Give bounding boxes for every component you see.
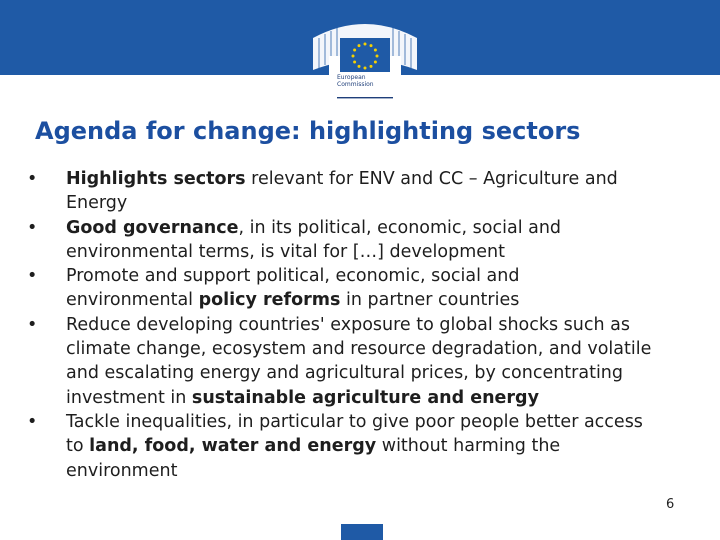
bullet-line: [66, 434, 720, 458]
body-text: in partner countries: [340, 290, 520, 311]
bullet-line: [66, 410, 720, 434]
body-text: environmental: [66, 290, 199, 311]
bullet-line: [66, 216, 720, 240]
bullet-line: [66, 191, 720, 215]
bullet-dot-icon: •: [27, 169, 38, 189]
bullet-item: [27, 216, 720, 265]
bullet-line: [66, 288, 720, 312]
body-text: Reduce developing countries' exposure to global shocks such as: [66, 314, 630, 335]
slide-title: Agenda for change: highlighting sectors: [35, 117, 581, 145]
body-text: climate change, ecosystem and resource degradation, and volatile: [66, 339, 652, 360]
body-text: , in its political, economic, social and: [238, 217, 562, 238]
emphasis-text: sustainable agriculture and energy: [191, 387, 539, 408]
bullet-line: [66, 167, 720, 191]
bullet-dot-icon: •: [27, 314, 38, 335]
bullet-line: [66, 240, 720, 264]
bullet-dot-icon: •: [27, 266, 38, 287]
body-text: and escalating energy and agricultural prices, by concentrating: [66, 363, 624, 384]
logo-text-line2: Commission: [337, 81, 374, 88]
logo-wordmark: [337, 74, 374, 88]
bullet-item: [27, 264, 720, 313]
emphasis-text: Good governance: [66, 217, 239, 238]
body-text: investment in: [66, 387, 192, 408]
body-text: Energy: [66, 193, 128, 214]
bullet-line: [66, 361, 720, 385]
body-text: without harming the: [376, 436, 561, 457]
emphasis-text: policy reforms: [198, 290, 341, 311]
bullet-line: [66, 313, 720, 337]
bullet-dot-icon: •: [27, 411, 38, 432]
bullet-line: [66, 386, 720, 410]
logo-text-line1: European: [337, 74, 366, 81]
body-text: environmental terms, is vital for […] development: [66, 241, 505, 262]
body-text: Promote and support political, economic, social and: [66, 266, 520, 287]
bullet-item: [27, 167, 720, 216]
body-text: environment: [66, 460, 178, 481]
european-commission-logo-icon: [305, 12, 425, 102]
footer-bar: [341, 524, 383, 540]
page-number: 6: [666, 497, 675, 512]
body-text: to: [66, 436, 90, 457]
bullet-item: [27, 313, 720, 410]
body-text: relevant for ENV and CC – Agriculture and: [245, 169, 618, 189]
bullet-dot-icon: •: [27, 217, 38, 238]
body-text: Tackle inequalities, in particular to give poor people better access: [66, 411, 643, 432]
emphasis-text: land, food, water and energy: [89, 436, 377, 457]
bullet-line: [66, 264, 720, 288]
bullet-item: [27, 410, 720, 483]
bullet-list: [27, 167, 720, 483]
bullet-line: [66, 337, 720, 361]
emphasis-text: Highlights sectors: [66, 169, 246, 189]
bullet-line: [66, 459, 720, 483]
